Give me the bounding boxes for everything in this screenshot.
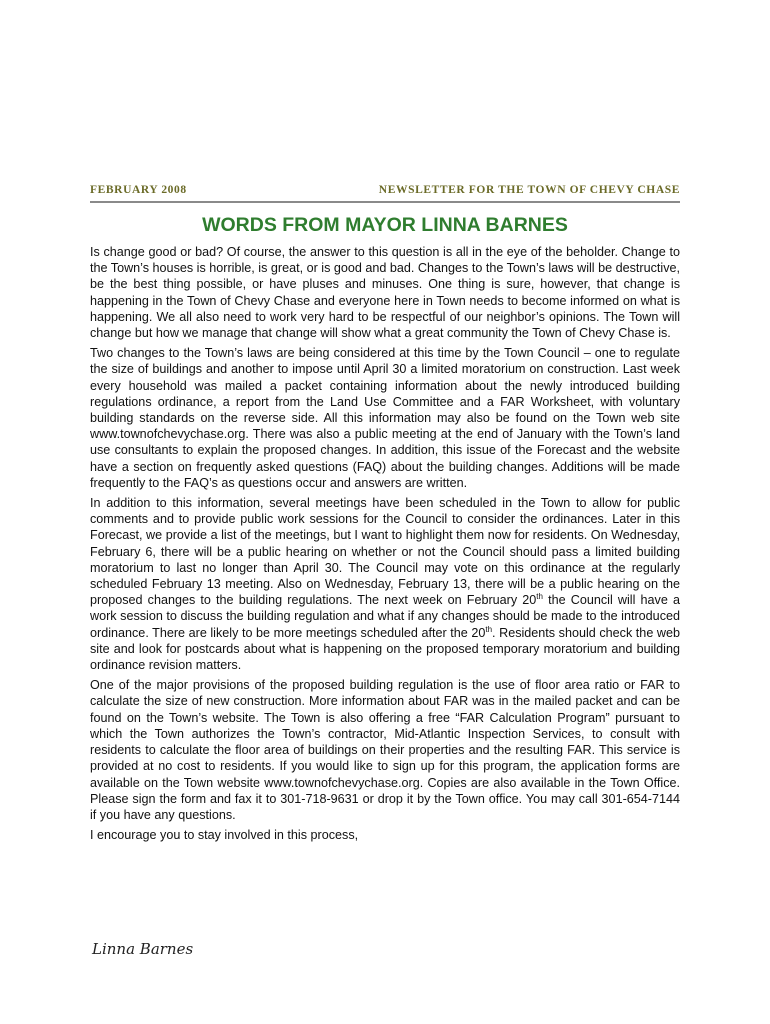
paragraph-2: Two changes to the Town’s laws are being considered at this time by the Town Council – one to regulate the size of buildings and another to impose until April 30 a limited moratorium on construction. Last week every household was mailed a packet containing information about the newly introduced building regulations ordinance, a report from the Land Use Committee and a FAR Worksheet, with voluntary building standards on the reverse side. All this information may also be found on the Town web site www.townofchevychase.org. There was also a public meeting at the end of January with the Town’s land use consultants to explain the proposed changes. In addition, this issue of the Forecast and the website have a section on frequently asked questions (FAQ) about the building changes. Additions will be made frequently to the FAQ’s as questions occur and answers are written. [90, 346, 680, 490]
issue-date: FEBRUARY 2008 [90, 184, 187, 196]
paragraph-1: Is change good or bad? Of course, the answer to this question is all in the eye of the beholder. Change to the Town’s houses is horrible, is great, or is good and bad. Changes to the Town’s laws will be destructive, be the best thing possible, or have pluses and minuses. One thing is sure, however, that change is happening in the Town of Chevy Chase and everyone here in Town needs to become informed on what is happening. We all also need to work very hard to be respectful of our neighbor’s opinions. The Town will change but how we manage that change will show what a great community the Town of Chevy Chase is. [90, 245, 680, 341]
signature: Linna Barnes [92, 940, 194, 958]
newsletter-name: NEWSLETTER FOR THE TOWN OF CHEVY CHASE [378, 184, 680, 196]
article-title: WORDS FROM MAYOR LINNA BARNES [202, 214, 568, 236]
paragraph-3-part-a: In addition to this information, several meetings have been scheduled in the Town to allow for public comments and to provide public work sessions for the Council to consider the ordinances. Later in this Forecast, we provide a list of the meetings, but I want to highlight them now for residents. On Wednesday, February 6, there will be a public hearing on whether or not the Council should pass a limited building moratorium to last no longer than April 30. The Council may vote on this ordinance at the regularly scheduled February 13 meeting. Also on Wednesday, February 13, there will be a public hearing on the proposed changes to the building regulations. The next week on February 20 [90, 496, 680, 608]
closing-line: I encourage you to stay involved in this process, [90, 828, 359, 843]
paragraph-3 [90, 495, 680, 673]
newsletter-header [90, 184, 680, 203]
paragraph-3-part-c: . Residents should check the web site and look for postcards about what is happening on the proposed temporary moratorium and building ordinance revision matters. [90, 625, 680, 673]
article-body [90, 244, 680, 847]
paragraph-4: One of the major provisions of the proposed building regulation is the use of floor area ratio or FAR to calculate the size of new construction. More information about FAR was in the mailed packet and can be found on the Town’s website. The Town is also offering a free “FAR Calculation Program” pursuant to which the Town authorizes the Town’s contractor, Mid-Atlantic Inspection Services, to consult with residents to calculate the floor area of buildings on their properties and the resulting FAR. This service is provided at no cost to residents. If you would like to sign up for this program, the application forms are available on the Town website www.townofchevychase.org. Copies are also available in the Town Office. Please sign the form and fax it to 301-718-9631 or drop it by the Town office. You may call 301-654-7144 if you have any questions. [90, 678, 680, 822]
ordinal-suffix: th [536, 592, 543, 602]
paragraph-3-part-b: the Council will have a work session to discuss the building regulation and what if any changes should be made to the introduced ordinance. There are likely to be more meetings scheduled after the 20 [90, 593, 680, 640]
ordinal-suffix: th [485, 624, 493, 634]
